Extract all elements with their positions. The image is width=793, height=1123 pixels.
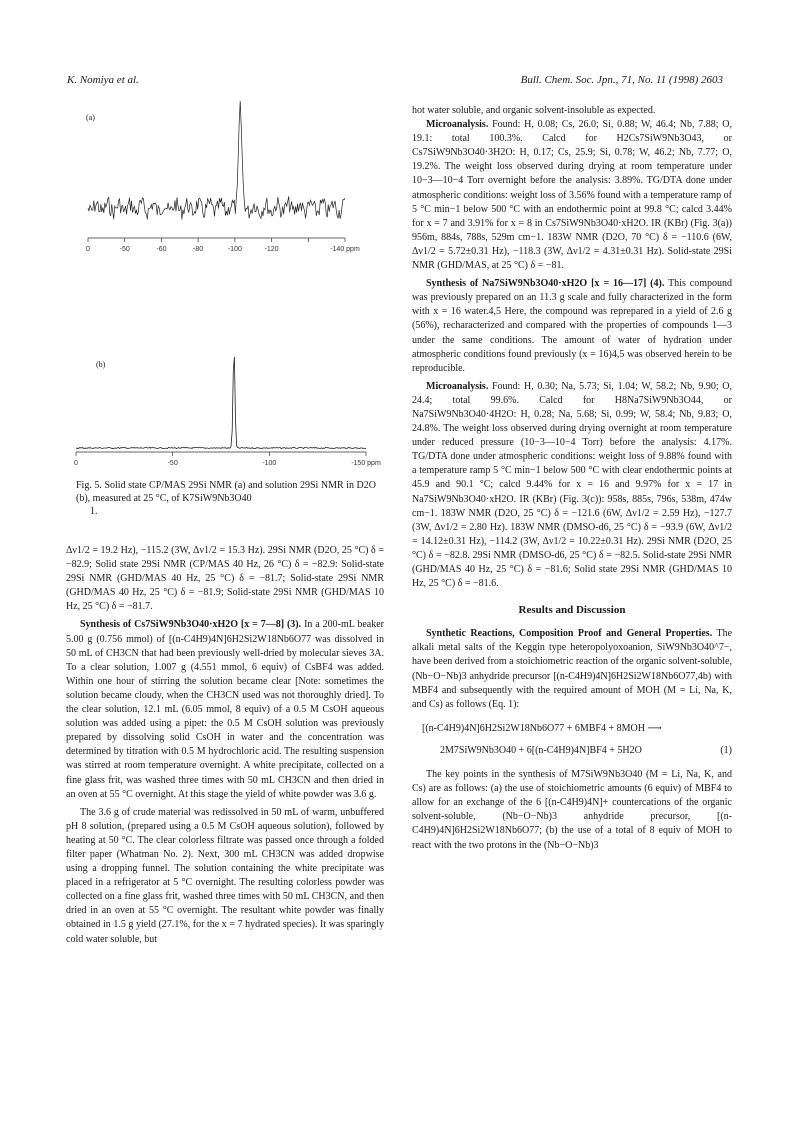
synthetic-reactions-heading: Synthetic Reactions, Composition Proof and General Properties. bbox=[426, 628, 713, 640]
synthetic-reactions-paragraph bbox=[412, 627, 732, 712]
microanalysis-na-paragraph bbox=[412, 380, 732, 591]
microanalysis-cs-paragraph bbox=[412, 118, 732, 273]
synthesis-na-paragraph bbox=[412, 277, 732, 376]
running-header-journal: Bull. Chem. Soc. Jpn., 71, No. 11 (1998) 2603 bbox=[520, 74, 723, 86]
x-tick-label: -150 ppm bbox=[351, 460, 381, 467]
microanalysis-na-heading: Microanalysis. bbox=[426, 380, 489, 392]
microanalysis-cs-text: Found: H, 0.08; Cs, 26.0; Si, 0.88; W, 46.4; Nb, 7.88; O, 19.1: total 100.3%. Calcd for H2Cs7SiW9Nb3O43, or Cs7SiW9Nb3O40·3H2O: H, 0.17; Cs, 25.9; Si, 0.78; W, 46.2; Nb, 7.77; O, 19.2%. The weight loss observed during drying at room temperature under 10−3—10−4 Torr overnight before the analysis: 3.89%. TG/DTA done under atmospheric conditions: weight loss of 3.56% found with a temperature ramp of 5 °C min−1 below 500 °C with an endothermic point at 99.8 °C; calcd 3.44% for x = 7 and 3.91% for x = 8 in Cs7SiW9Nb3O40·xH2O. IR (KBr) (Fig. 3(a)) 956m, 884s, 788s, 529m cm−1. 183W NMR (D2O, 70 °C) δ = −110.6 (6W, Δν1/2 = 5.72±0.31 Hz), −118.3 (3W, Δν1/2 = 4.31±0.31 Hz). Solid-state 29Si NMR (GHD/MAS, at 25 °C) δ = −81. bbox=[412, 119, 733, 272]
x-tick-label: -140 ppm bbox=[330, 246, 360, 253]
caption-text: Fig. 5. Solid state CP/MAS 29Si NMR (a) and solution 29Si NMR in D2O (b), measured at 25 °C, of K7SiW9Nb3O40 bbox=[76, 480, 376, 504]
spectrum-panel-b bbox=[74, 357, 381, 467]
x-tick-label: -100 bbox=[227, 246, 242, 253]
equation-products: 2M7SiW9Nb3O40 + 6[(n-C4H9)4N]BF4 + 5H2O bbox=[440, 744, 642, 756]
right-column bbox=[412, 104, 732, 853]
synthesis-na-heading: Synthesis of Na7SiW9Nb3O40·xH2O [x = 16—17] (4). bbox=[426, 278, 665, 290]
spectrum-trace bbox=[76, 357, 366, 449]
x-tick-label: -50 bbox=[167, 460, 178, 467]
microanalysis-na-text: Found: H, 0.30; Na, 5.73; Si, 1.04; W, 58.2; Nb, 9.90; O, 24.4; total 99.6%. Calcd for H8Na7SiW9Nb3O44, or Na7SiW9Nb3O40·4H2O: H, 0.28; Na, 5.68; Si, 0.99; W, 58.4; Nb, 9.83; O, 24.8%. The weight loss observed during drying overnight at room temperature under reduced pressure (10−3—10−4 Torr) before the analysis: 4.17%. TG/DTA done under atmospheric conditions: weight loss of 9.88% found with a temperature ramp 5 °C min−1 below 500 °C with clear endothermic points at 45.9 and 90.1 °C; calcd 9.44% for x = 16 and 9.97% for x = 17 in Na7SiW9Nb3O40·xH2O. IR (KBr) (Fig. 3(c)): 958s, 885s, 796s, 538m, 474w cm−1. 183W NMR (D2O, 25 °C) δ = −121.6 (6W, Δν1/2 = 2.59 Hz), −127.7 (3W, Δν1/2 = 2.80 Hz). 183W NMR (DMSO-d6, 25 °C) δ = −93.9 (6W, Δν1/2 = 14.12±0.31 Hz), −114.2 (3W, Δν1/2 = 10.22±0.31 Hz). 29Si NMR (D2O, 25 °C) δ = −82.8. 29Si NMR (DMSO-d6, 25 °C) δ = −82.5. Solid-state 29Si NMR (GHD/MAS 40 Hz, 25 °C) δ = −81.6; Solid state 29Si NMR (GHD/MAS 10 Hz, 25 °C) δ = −81.6. bbox=[412, 380, 732, 590]
x-tick-label: -80 bbox=[193, 246, 204, 253]
spectrum-trace bbox=[88, 101, 345, 220]
x-tick-label: -120 bbox=[264, 246, 279, 253]
x-tick-label: 0 bbox=[74, 460, 78, 467]
x-tick-label: -50 bbox=[119, 246, 130, 253]
caption-compound-number: 1. bbox=[90, 506, 98, 517]
x-tick-label: 0 bbox=[86, 246, 90, 253]
equation-products-row bbox=[412, 744, 732, 758]
x-tick-label: -100 bbox=[262, 460, 277, 467]
synthesis-na-text: This compound was previously prepared on an 11.3 g scale and fully characterized in the form with x = 16 water.4,5 Here, the compound was reprepared in a yield of 2.6 g (56%), recharacterized and compared with the properties of compounds 1—3 under the same conditions. The amount of water of hydration under atmospheric conditions found previously (x = 16)4,5 was observed herein to be reproducible. bbox=[412, 278, 732, 374]
microanalysis-cs-heading: Microanalysis. bbox=[426, 119, 489, 131]
recrystallization-paragraph: The 3.6 g of crude material was redissolved in 50 mL of warm, unbuffered pH 8 solution, (prepared using a 0.5 M CsOH aqueous solution), followed by heating at 50 °C. The clear colorless filtrate was passed once through a folded filter paper (Whatman No. 2). Next, 300 mL CH3CN was added dropwise using a dropping funnel. The solution containing the white precipitate was placed in a refrigerator at 5 °C overnight. The resulting colorless powder was collected on a fine glass frit, washed three times with 50 mL CH3CN, and then dried in an oven at 55 °C overnight. The resultant white powder was finally obtained in 1.5 g yield (27.1%, for the x = 7 hydrated species). It was sparingly cold water soluble, but bbox=[66, 806, 384, 945]
equation-1 bbox=[412, 722, 732, 758]
synthesis-cs-paragraph bbox=[66, 618, 384, 801]
nmr-spectra-figure bbox=[70, 100, 390, 490]
section-title: Results and Discussion bbox=[518, 604, 626, 617]
synthesis-cs-text: In a 200-mL beaker 5.00 g (0.756 mmol) of [(n-C4H9)4N]6H2Si2W18Nb6O77 was dissolved in 50 mL of CH3CN that had been previously well-dried by molecular sieves 3A. To a clear solution, 1.007 g (4.551 mmol, 6 equiv) of CsBF4 was added. Within one hour of stirring the solution became clear [Note: sometimes the solution became cloudy, when the CH3CN used was not thoroughly dried]. To the clear solution, 12.1 mL (6.05 mmol, 8 equiv) of a 0.5 M CsOH aqueous solution was added using a pipet: the 0.5 M CsOH solution was previously prepared by dissolving solid CsOH in water and the concentration was determined by titration with 0.5 M hydrochloric acid. The resulting suspension was stirred at room temperature overnight. A white precipitate, collected on a fine glass frit, was washed three times with 50 mL CH3CN and then dried in an oven at 55 °C overnight. At this stage the yield of white powder was 3.6 g. bbox=[66, 619, 385, 800]
key-points-paragraph: The key points in the synthesis of M7SiW9Nb3O40 (M = Li, Na, K, and Cs) are as follows: (a) the use of stoichiometric amounts (6 equiv) of MBF4 to allow for an exchange of the 6 [(n-C4H9)4N]+ countercations of the organic solvent-soluble, (Nb−O−Nb)3 anhydride precursor, [(n-C4H9)4N]6H2Si2W18Nb6O77; (b) the use of a total of 8 equiv of MOH to react with the two protons in the (Nb−O−Nb)3 bbox=[412, 769, 732, 851]
running-header-authors: K. Nomiya et al. bbox=[67, 74, 139, 86]
panel-b-label: (b) bbox=[96, 360, 106, 369]
synthesis-cs-heading: Synthesis of Cs7SiW9Nb3O40·xH2O [x = 7—8] (3). bbox=[80, 619, 302, 631]
synthetic-reactions-text: The alkali metal salts of the Keggin type heteropolyoxoanion, SiW9Nb3O40^7−, have been derived from a stoichiometric reaction of the organic solvent-soluble, (Nb−O−Nb)3 anhydride precursor [(n-C4H9)4N]6H2Si2W18Nb6O77,4b) with MBF4 and subsequently with the required amount of MOH (M = Li, Na, K, and Cs) as follows (Eq. 1): bbox=[412, 628, 733, 710]
figure-caption bbox=[76, 479, 376, 518]
equation-number: (1) bbox=[720, 744, 732, 756]
x-tick-label: -60 bbox=[156, 246, 167, 253]
panel-a-label: (a) bbox=[86, 113, 95, 122]
spectrum-panel-a bbox=[86, 101, 360, 253]
solubility-paragraph: hot water soluble, and organic solvent-insoluble as expected. bbox=[412, 105, 656, 116]
nmr-data-paragraph: Δν1/2 = 19.2 Hz), −115.2 (3W, Δν1/2 = 15.3 Hz). 29Si NMR (D2O, 25 °C) δ = −82.9; Solid state 29Si NMR (CP/MAS 40 Hz, 26 °C) δ = −82.9: Solid-state 29Si NMR (GHD/MAS 40 Hz, 25 °C) δ = −81.7; Solid-state 29Si NMR (GHD/MAS 40 Hz, 25 °C) δ = −81.9; Solid-state 29Si NMR (GHD/MAS 10 Hz, 25 °C) δ = −81.7. bbox=[66, 545, 384, 613]
equation-reactants: [(n-C4H9)4N]6H2Si2W18Nb6O77 + 6MBF4 + 8MOH ⟶ bbox=[422, 722, 662, 734]
left-column bbox=[66, 544, 384, 947]
